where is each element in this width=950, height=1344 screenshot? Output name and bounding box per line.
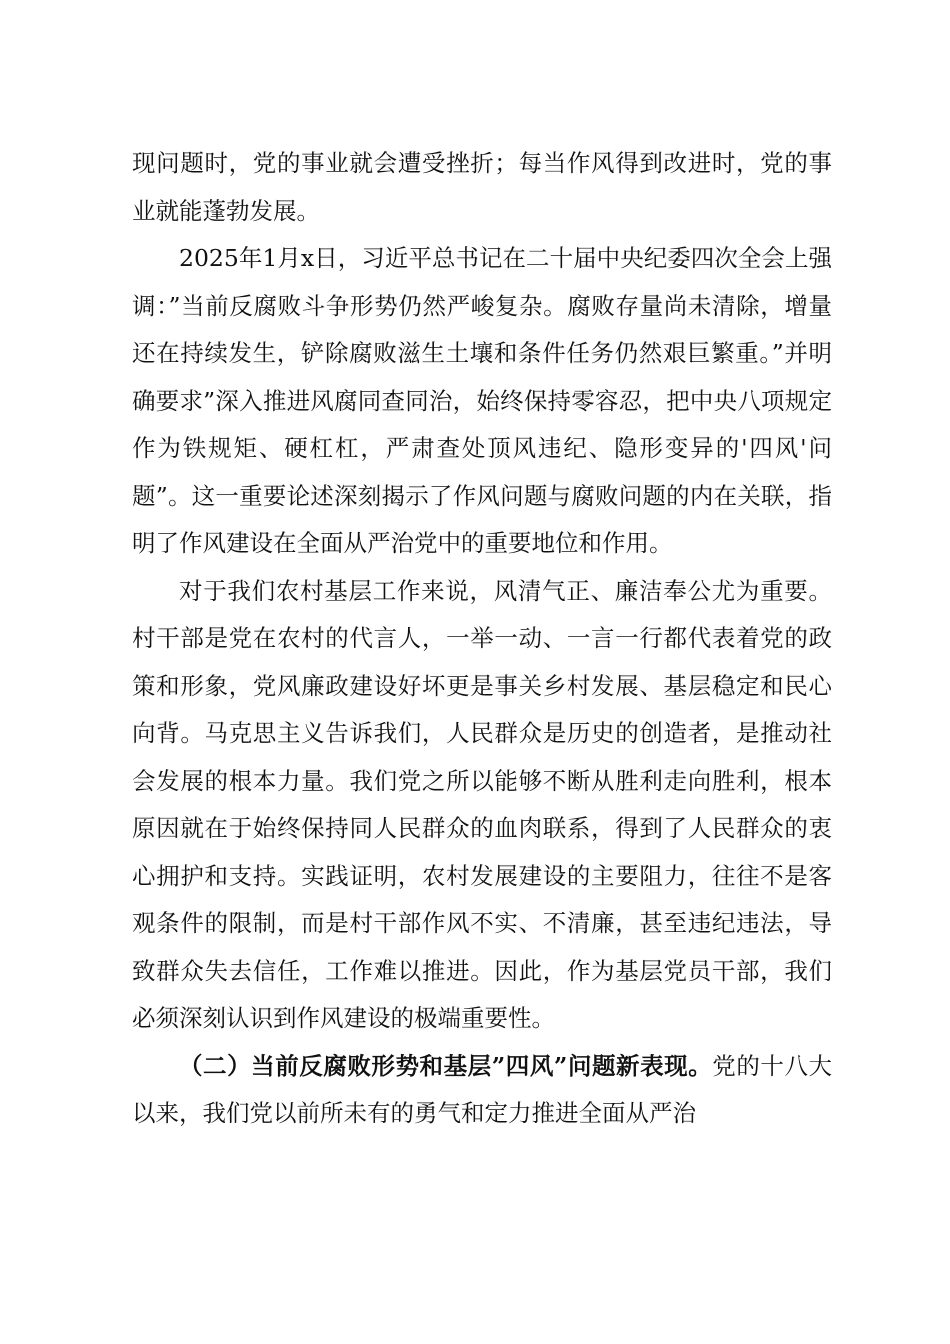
paragraph-4 (132, 1043, 832, 1138)
paragraph-1: 现问题时，党的事业就会遭受挫折；每当作风得到改进时，党的事业就能蓬勃发展。 (132, 149, 832, 225)
document-body (132, 140, 832, 1138)
paragraph-2: 2025年1月x日，习近平总书记在二十届中央纪委四次全会上强调：”当前反腐败斗争形势仍然严峻复杂。腐败存量尚未清除，增量还在持续发生，铲除腐败滋生土壤和条件任务仍然艰巨繁重。”并明确要求”深入推进风腐同查同治，始终保持零容忍，把中央八项规定作为铁规矩、硬杠杠，严肃查处顶风违纪、隐形变异的'四风'问题”。这一重要论述深刻揭示了作风问题与腐败问题的内在关联，指明了作风建设在全面从严治党中的重要地位和作用。 (132, 244, 832, 557)
paragraph-3: 对于我们农村基层工作来说，风清气正、廉洁奉公尤为重要。村干部是党在农村的代言人，一举一动、一言一行都代表着党的政策和形象，党风廉政建设好坏更是事关乡村发展、基层稳定和民心向背。马克思主义告诉我们，人民群众是历史的创造者，是推动社会发展的根本力量。我们党之所以能够不断从胜利走向胜利，根本原因就在于始终保持同人民群众的血肉联系，得到了人民群众的衷心拥护和支持。实践证明，农村发展建设的主要阻力，往往不是客观条件的限制，而是村干部作风不实、不清廉，甚至违纪违法，导致群众失去信任，工作难以推进。因此，作为基层党员干部，我们必须深刻认识到作风建设的极端重要性。 (132, 576, 832, 1032)
section-heading: （二）当前反腐败形势和基层”四风”问题新表现。 (179, 1051, 713, 1080)
paragraph-4-text: 党的十八大以来，我们党以前所未有的勇气和定力推进全面从严治 (132, 1051, 832, 1127)
